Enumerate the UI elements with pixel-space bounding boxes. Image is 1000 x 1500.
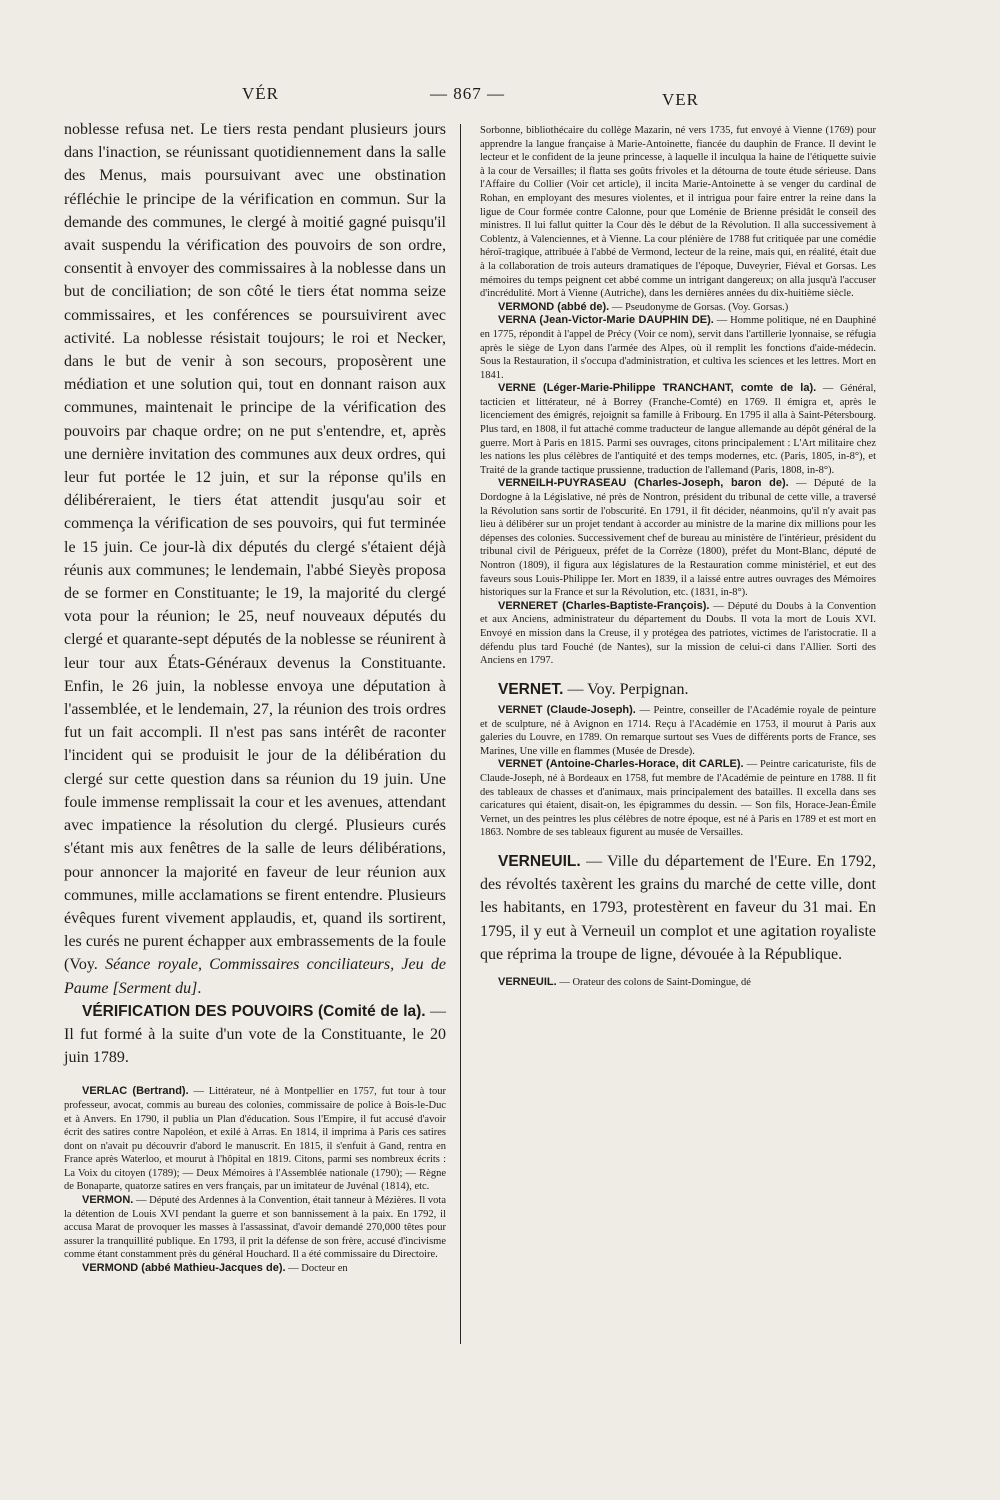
entry-text: — Député des Ardennes à la Convention, était tanneur à Mézières. Il vota la détention de Louis XVI pendant la guerre et son bannissement à la paix. En 1792, il accusa Marat de provoquer les masses à l'assassinat, d'avoir demandé 270,000 têtes pour assurer la tranquillité publique. En 1793, il prit la défense de son frère, accusé d'incivisme comme étant constamment près du général Houchard. Il a été commissaire du Directoire. [64, 1195, 446, 1261]
entry-text: — Docteur en [288, 1263, 348, 1275]
entry-verneret [480, 600, 876, 668]
entry-text: — Littérateur, né à Montpellier en 1757, fut tour à tour professeur, avocat, commis au bureau des colonies, commissaire de police à Bois-le-Duc et à Anvers. En 1790, il publia un Plan d'éducation. Sous l'Empire, il fut accusé d'avoir écrit des satires contre Napoléon, et exilé à Arras. En 1814, il imprima à Paris ces satires dont on n'avait pu découvrir d'abord le manuscrit. En 1815, il s'enfuit à Gand, rentra en France après Waterloo, et mourut à l'hôpital en 1819. Citons, parmi ses nombreux écrits : La Voix du citoyen (1789); — Deux Mémoires à l'Assemblée nationale (1790); — Règne de Bonaparte, quatorze satires en vers français, par un imitateur de Juvénal (1814), etc. [64, 1086, 447, 1193]
running-head-left: VÉR [242, 84, 279, 103]
entry-verification-des-pouvoirs [64, 1000, 446, 1070]
entry-headword: VERMOND (abbé Mathieu-Jacques de). [82, 1262, 286, 1275]
entry-vernet-carle [480, 758, 876, 840]
entry-headword: VERMOND (abbé de). [498, 300, 610, 313]
entry-vermon [64, 1194, 446, 1262]
entry-vernet-voy [480, 678, 876, 701]
running-head-right: VER [662, 90, 699, 109]
entry-text: — Député du Doubs à la Convention et aux Anciens, administrateur du département du Doubs. Il vota la mort de Louis XVI. Envoyé en mission dans la Creuse, il y protégea des patriotes, victimes de l'aristocratie. Il a défendu plus tard Fouché (de Nantes), sur la mission de celui-ci dans l'Allier. Sorti des Anciens en 1797. [480, 600, 876, 667]
entry-verneuil-orateur [480, 976, 876, 990]
column-divider [460, 124, 461, 1344]
entry-headword: VERNET. [498, 680, 564, 698]
entry-headword: VERNA (Jean-Victor-Marie DAUPHIN DE). [498, 314, 714, 327]
entry-text: — Peintre, conseiller de l'Académie royale de peinture et de sculpture, né à Avignon en 1714. Reçu à l'Académie en 1753, il mourut à Paris aux galeries du Louvre, en 1789. On remarque surtout ses Vues de différents ports de France, ses Marines, Une ville en flammes (Musée de Dresde). [480, 704, 876, 757]
entry-text: — Orateur des colons de Saint-Domingue, dé [559, 976, 751, 988]
entry-headword: VERNE (Léger-Marie-Philippe TRANCHANT, comte de la). [498, 382, 817, 395]
entry-headword: VERLAC (Bertrand). [82, 1085, 189, 1098]
entry-headword: VERNET (Antoine-Charles-Horace, dit CARLE). [498, 758, 744, 771]
entry-headword: VERNEILH-PUYRASEAU (Charles-Joseph, baron de). [498, 477, 789, 490]
continued-end: . [197, 979, 202, 997]
entry-vermond-mathieu-jacques [64, 1262, 446, 1276]
entry-headword: VERNEUIL. [498, 975, 557, 988]
entry-verna [480, 314, 876, 382]
entry-text: — Peintre caricaturiste, fils de Claude-Joseph, né à Bordeaux en 1758, fut membre de l'Académie de peinture en 1788. Il fit des tableaux de chasses et d'animaux, mais principalement des batailles. Il excella dans ses caricatures qui étaient, disait-on, les épigrammes du dessin. — Son fils, Horace-Jean-Émile Vernet, un des peintres les plus célèbres de notre époque, est né à Paris en 1789 et est mort en 1863. Nombre de ses tableaux figurent au musée de Versailles. [480, 759, 877, 839]
entry-vernet-claude-joseph [480, 704, 876, 758]
entry-headword: VERNERET (Charles-Baptiste-François). [498, 599, 710, 612]
entry-text: — Ville du département de l'Eure. En 1792, des révoltés taxèrent les grains du marché de cette ville, dont les habitants, en 1793, protestèrent en faveur du 31 mai. En 1795, il y eut à Verneuil un complot et une agitation royaliste que réprima la troupe de ligne, dévouée à la République. [480, 852, 877, 963]
continued-text: noblesse refusa net. Le tiers resta pendant plusieurs jours dans l'inaction, se réunissant quotidiennement dans la salle des Menus, mais poursuivant avec une obstination réfléchie le principe de la vérification en commun. Sur la demande des communes, le clergé à moitié gagné puisqu'il avait suspendu la vérification des pouvoirs de son ordre, consentit à envoyer des commissaires à la noblesse dans un but de conciliation; de son côté le tiers état nomma seize commissaires, et les conférences se poursuivirent avec activité. La noblesse résistait toujours; le roi et Necker, dans le but de venir à son secours, proposèrent une médiation et une solution qui, tout en donnant raison aux communes, maintenait le principe de la vérification des pouvoirs par chaque ordre; on ne put s'entendre, et, après une dernière invitation des communes aux deux ordres, qui leur fut portée le 12 juin, et sur la réponse qu'ils en délibéreraient, le tiers état attendit jusqu'au soir et commença la vérification de ses pouvoirs, qui fut terminée le 15 juin. Ce jour-là dix députés du clergé s'étaient déjà réunis aux communes; le lendemain, l'abbé Sieyès proposa de se former en Constituante; le 19, la majorité du clergé vota pour la réunion; le 25, neuf nouveaux députés du clergé et quarante-sept députés de la noblesse se réunirent à leur tour aux États-Généraux devenus la Constituante. Enfin, le 26 juin, la noblesse envoya une députation à l'assemblée, et le lendemain, 27, la réunion des trois ordres fut un fait accompli. Il n'est pas sans intérêt de raconter l'incident qui se produisit le jour de la délibération du clergé sur cette question dans sa réunion du 19 juin. Une foule immense remplissait la cour et les avenues, attendant avec impatience la résolution du clergé. Plusieurs curés s'étant mis aux fenêtres de la salle de leurs délibérations, pour annoncer la majorité en faveur de leur réunion aux communes, mille acclamations se firent entendre. Plusieurs évêques furent vivement applaudis, et, quand ils sortirent, les curés ne purent échapper aux embrassements de la foule (Voy. [64, 121, 446, 974]
cross-reference-bracket: [Serment du] [112, 979, 198, 997]
entry-text: — Général, tacticien et littérateur, né à Borrey (Franche-Comté) en 1769. Il émigra et, après le licenciement des émigrés, rejoignit sa famille à Fribourg. En 1795 il alla à Saint-Pétersbourg. Plus tard, en 1808, il fut attaché comme traducteur de langue allemande au dépôt général de la guerre. Mort à Paris en 1815. Parmi ses ouvrages, citons principalement : L'Art militaire chez les nations les plus célèbres de l'antiquité et des temps modernes, etc. (Paris, 1805, in-8°), et Traité de la grande tactique prussienne, traduction de l'allemand (Paris, 1808, in-8°). [480, 383, 877, 476]
entry-headword: VERMON. [82, 1194, 134, 1207]
entry-headword: VÉRIFICATION DES POUVOIRS (Comité de la). [82, 1002, 426, 1020]
entry-vermond-abbe [480, 301, 876, 315]
entry-headword: VERNEUIL. [498, 852, 581, 870]
entry-verlac [64, 1085, 446, 1194]
continued-article [64, 118, 446, 1000]
left-column [64, 118, 446, 1276]
entry-headword: VERNET (Claude-Joseph). [498, 703, 636, 716]
entry-verneuil-ville [480, 850, 876, 966]
entry-text: — Député de la Dordogne à la Législative, né près de Nontron, président du tribunal de cette ville, a traversé la Révolution sans sortir de l'obscurité. En 1791, il fit décider, néanmoins, qu'il n'y avait pas lieu à délibérer sur un projet tendant à accorder au ministre de la marine dix millions pour les dépenses des colonies. Successivement chef de bureau au ministère de l'intérieur, président du tribunal civil de Périgueux, préfet de la Corrèze (1800), préfet du Mont-Blanc, député de Nontron (1809), il figura aux législatures de la Restauration comme ministériel, et eut des faveurs sous Louis-Philippe Ier. Mort en 1839, il a laissé entre autres ouvrages des Mémoires historiques sur la France et sur la Révolution, etc. (1831, in-8°). [480, 478, 877, 599]
entry-text: — Il fut formé à la suite d'un vote de la Constituante, le 20 juin 1789. [64, 1002, 446, 1067]
entry-text: — Pseudonyme de Gorsas. (Voy. Gorsas.) [611, 301, 789, 313]
continued-article: Sorbonne, bibliothécaire du collège Mazarin, né vers 1735, fut envoyé à Vienne (1769) pour apprendre la langue française à Marie-Antoinette, fiancée du dauphin de France. Il devint le lecteur et le confident de la jeune princesse, à laquelle il inculqua la haine de l'étiquette suivie à la cour de Versailles; il flatta ses goûts frivoles et la détourna de toute étude sérieuse. Dans l'Affaire du Collier (Voir cet article), il incita Marie-Antoinette à se venger du cardinal de Rohan, en employant des mesures violentes, et il intrigua pour faire entrer la reine dans la ligue de Cour formée contre Calonne, pour que Loménie de Brienne présidât le conseil des ministres. Il lui fallut quitter la Cour dès le début de la Révolution. Il alla successivement à Coblentz, à Valenciennes, et à Vienne. La cour plénière de 1788 fut critiquée par une comédie héroï-tragique, attribuée à l'abbé de Vermond, lecteur de la reine, mais qui, en réalité, était due à la collaboration de trois auteurs dramatiques de l'époque, Duveyrier, Fiéval et Gorsas. Les mémoires du temps peignent cet abbé comme un intrigant dangereux; on alla jusqu'à l'accuser d'incrédulité. Mort à Vienne (Autriche), dans les dernières années du dix-huitième siècle. [480, 125, 876, 300]
page-number: — 867 — [430, 84, 505, 103]
right-column [480, 124, 876, 990]
cross-reference: Séance royale, Commissaires conciliateurs, Jeu de Paume [64, 956, 447, 997]
entry-text: — Voy. Perpignan. [567, 680, 689, 698]
entry-verneilh-puyraseau [480, 477, 876, 599]
entry-verne [480, 382, 876, 477]
entry-text: — Homme politique, né en Dauphiné en 1775, répondit à l'appel de Précy (Voir ce nom), servit dans l'artillerie lyonnaise, se réfugia après le siège de Lyon dans l'armée des Alpes, où il remplit les fonctions d'aide-médecin. Sous la Restauration, il s'occupa d'administration, et cultiva les sciences et les lettres. Mort en 1841. [480, 315, 876, 381]
